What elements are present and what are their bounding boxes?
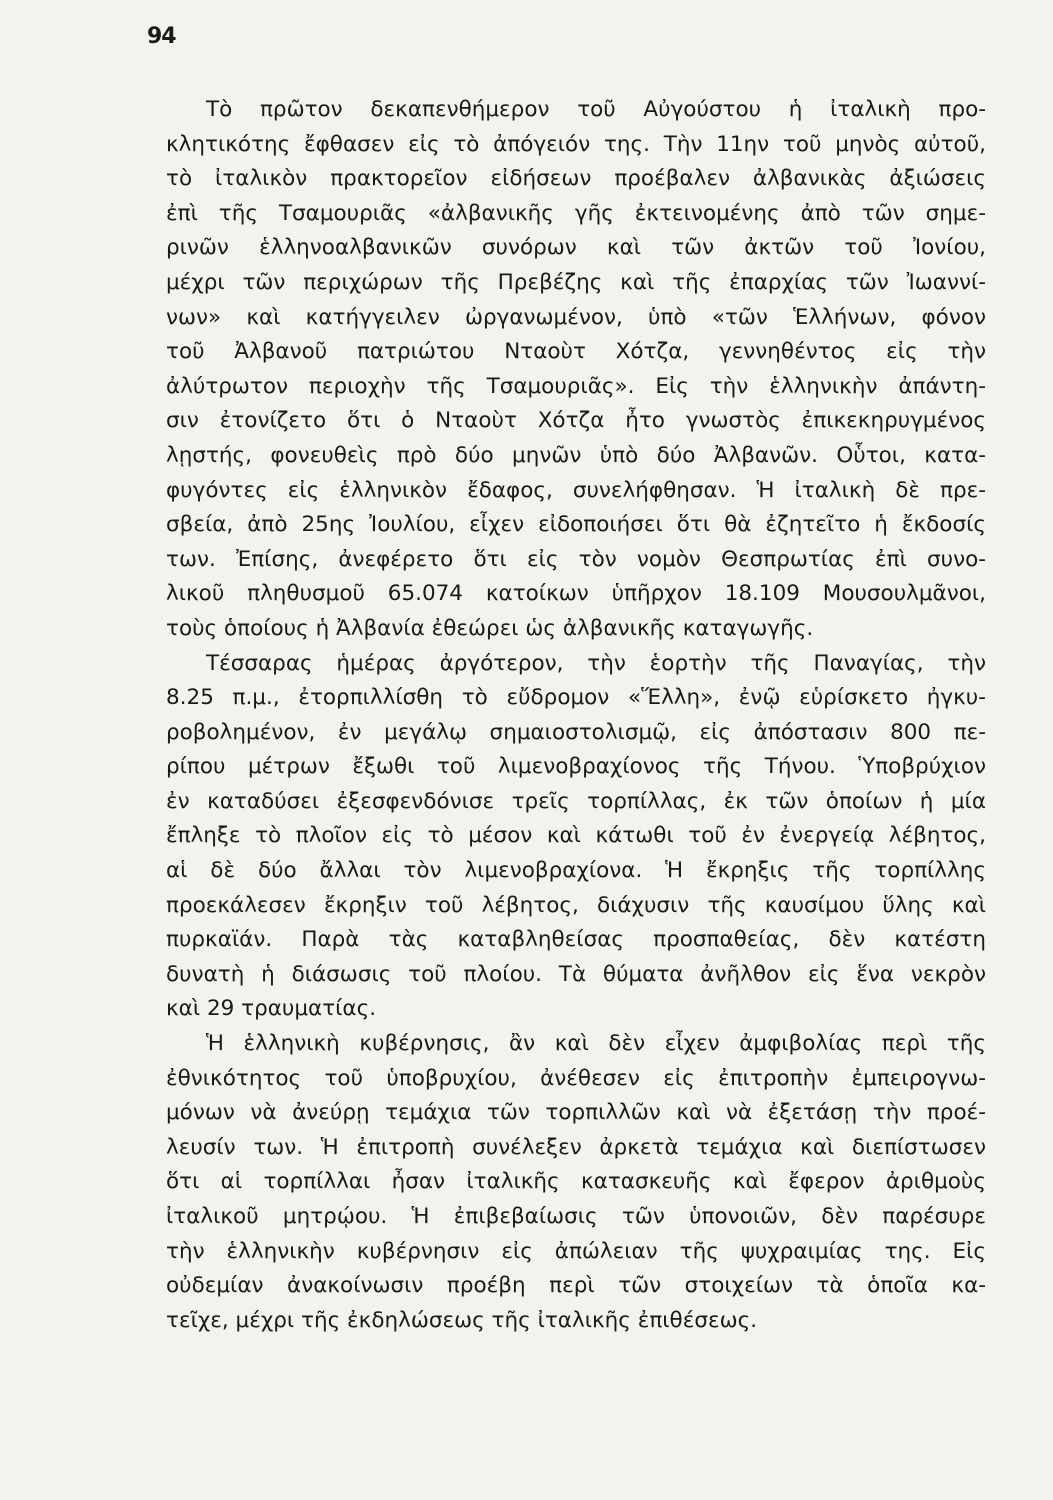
text-line: φυγόντες εἰς ἑλληνικὸν ἔδαφος, συνελήφθησαν. Ἡ ἰταλικὴ δὲ πρε- — [166, 477, 986, 503]
text-line: ἰταλικοῦ μητρῴου. Ἡ ἐπιβεβαίωσις τῶν ὑπονοιῶν, δὲν παρέσυρε — [166, 1204, 986, 1229]
page-number: 94 — [147, 24, 176, 49]
text-line: Τὸ πρῶτον δεκαπενθήμερον τοῦ Αὐγούστου ἡ ἰταλικὴ προ- — [206, 97, 986, 122]
text-line: ρινῶν ἑλληνοαλβανικῶν συνόρων καὶ τῶν ἀκτῶν τοῦ Ἰονίου, — [166, 235, 986, 261]
text-line: μόνων νὰ ἀνεύρῃ τεμάχια τῶν τορπιλλῶν καὶ νὰ ἐξετάσῃ τὴν προέ- — [166, 1100, 986, 1126]
text-line: πυρκαϊάν. Παρὰ τὰς καταβληθείσας προσπαθείας, δὲν κατέστη — [166, 927, 986, 953]
text-line: μέχρι τῶν περιχώρων τῆς Πρεβέζης καὶ τῆς ἐπαρχίας τῶν Ἰωαννί- — [166, 269, 986, 295]
text-line: τοὺς ὁποίους ἡ Ἀλβανία ἐθεώρει ὡς ἀλβανικῆς καταγωγῆς. — [166, 615, 814, 641]
text-line: ἀλύτρωτον περιοχὴν τῆς Τσαμουριᾶς». Εἰς τὴν ἑλληνικὴν ἀπάντη- — [166, 373, 986, 399]
text-line: Τέσσαρας ἡμέρας ἀργότερον, τὴν ἑορτὴν τῆς Παναγίας, τὴν — [206, 650, 986, 676]
text-line: ὅτι αἱ τορπίλλαι ἦσαν ἰταλικῆς κατασκευῆς καὶ ἔφερον ἀριθμοὺς — [166, 1169, 986, 1195]
text-line: ρίπου μέτρων ἔξωθι τοῦ λιμενοβραχίονος τῆς Τήνου. Ὑποβρύχιον — [166, 754, 986, 780]
text-line: δυνατὴ ἡ διάσωσις τοῦ πλοίου. Τὰ θύματα ἀνῆλθον εἰς ἕνα νεκρὸν — [166, 961, 986, 987]
text-line: ροβολημένον, ἐν μεγάλῳ σημαιοστολισμῷ, εἰς ἀπόστασιν 800 πε- — [166, 719, 986, 745]
text-line: οὐδεμίαν ἀνακοίνωσιν προέβη περὶ τῶν στοιχείων τὰ ὁποῖα κα- — [166, 1273, 986, 1299]
text-line: προεκάλεσεν ἔκρηξιν τοῦ λέβητος, διάχυσιν τῆς καυσίμου ὕλης καὶ — [166, 892, 986, 918]
text-line: τὴν ἑλληνικὴν κυβέρνησιν εἰς ἀπώλειαν τῆς ψυχραιμίας της. Εἰς — [166, 1238, 986, 1264]
text-line: κλητικότης ἔφθασεν εἰς τὸ ἀπόγειόν της. Τὴν 11ην τοῦ μηνὸς αὐτοῦ, — [166, 131, 986, 157]
text-line: τεῖχε, μέχρι τῆς ἐκδηλώσεως τῆς ἰταλικῆς ἐπιθέσεως. — [166, 1307, 758, 1333]
text-line: λευσίν των. Ἡ ἐπιτροπὴ συνέλεξεν ἀρκετὰ τεμάχια καὶ διεπίστωσεν — [166, 1134, 986, 1160]
text-line: ἐν καταδύσει ἐξεσφενδόνισε τρεῖς τορπίλλας, ἐκ τῶν ὁποίων ἡ μία — [166, 788, 986, 814]
text-line: λῃστής, φονευθεὶς πρὸ δύο μηνῶν ὑπὸ δύο Ἀλβανῶν. Οὗτοι, κατα- — [166, 442, 986, 468]
text-line: νων» καὶ κατήγγειλεν ὠργανωμένον, ὑπὸ «τῶν Ἑλλήνων, φόνον — [166, 304, 986, 330]
text-line: 8.25 π.μ., ἐτορπιλλίσθη τὸ εὔδρομον «Ἕλλη», ἐνῷ εὑρίσκετο ἠγκυ- — [166, 685, 986, 711]
text-line: Ἡ ἑλληνικὴ κυβέρνησις, ἂν καὶ δὲν εἶχεν ἀμφιβολίας περὶ τῆς — [206, 1031, 986, 1057]
text-line: ἔπληξε τὸ πλοῖον εἰς τὸ μέσον καὶ κάτωθι τοῦ ἐν ἐνεργείᾳ λέβητος, — [166, 823, 986, 849]
text-line: τὸ ἰταλικὸν πρακτορεῖον εἰδήσεων προέβαλεν ἀλβανικὰς ἀξιώσεις — [166, 166, 986, 192]
text-line: ἐπὶ τῆς Τσαμουριᾶς «ἀλβανικῆς γῆς ἐκτεινομένης ἀπὸ τῶν σημε- — [166, 200, 986, 226]
text-line: σβεία, ἀπὸ 25ης Ἰουλίου, εἶχεν εἰδοποιήσει ὅτι θὰ ἐζητεῖτο ἡ ἔκδοσίς — [166, 512, 986, 538]
body-text — [166, 93, 986, 1338]
text-line: αἱ δὲ δύο ἄλλαι τὸν λιμενοβραχίονα. Ἡ ἔκρηξις τῆς τορπίλλης — [166, 858, 986, 884]
text-line: ἐθνικότητος τοῦ ὑποβρυχίου, ἀνέθεσεν εἰς ἐπιτροπὴν ἐμπειρογνω- — [166, 1065, 986, 1091]
text-line: λικοῦ πληθυσμοῦ 65.074 κατοίκων ὑπῆρχον 18.109 Μουσουλμᾶνοι, — [166, 581, 986, 607]
text-line: καὶ 29 τραυματίας. — [166, 996, 377, 1022]
text-line: σιν ἐτονίζετο ὅτι ὁ Νταοὺτ Χότζα ἦτο γνωστὸς ἐπικεκηρυγμένος — [166, 408, 986, 434]
text-line: των. Ἐπίσης, ἀνεφέρετο ὅτι εἰς τὸν νομὸν Θεσπρωτίας ἐπὶ συνο- — [166, 546, 986, 572]
text-line: τοῦ Ἀλβανοῦ πατριώτου Νταοὺτ Χότζα, γεννηθέντος εἰς τὴν — [166, 339, 986, 365]
